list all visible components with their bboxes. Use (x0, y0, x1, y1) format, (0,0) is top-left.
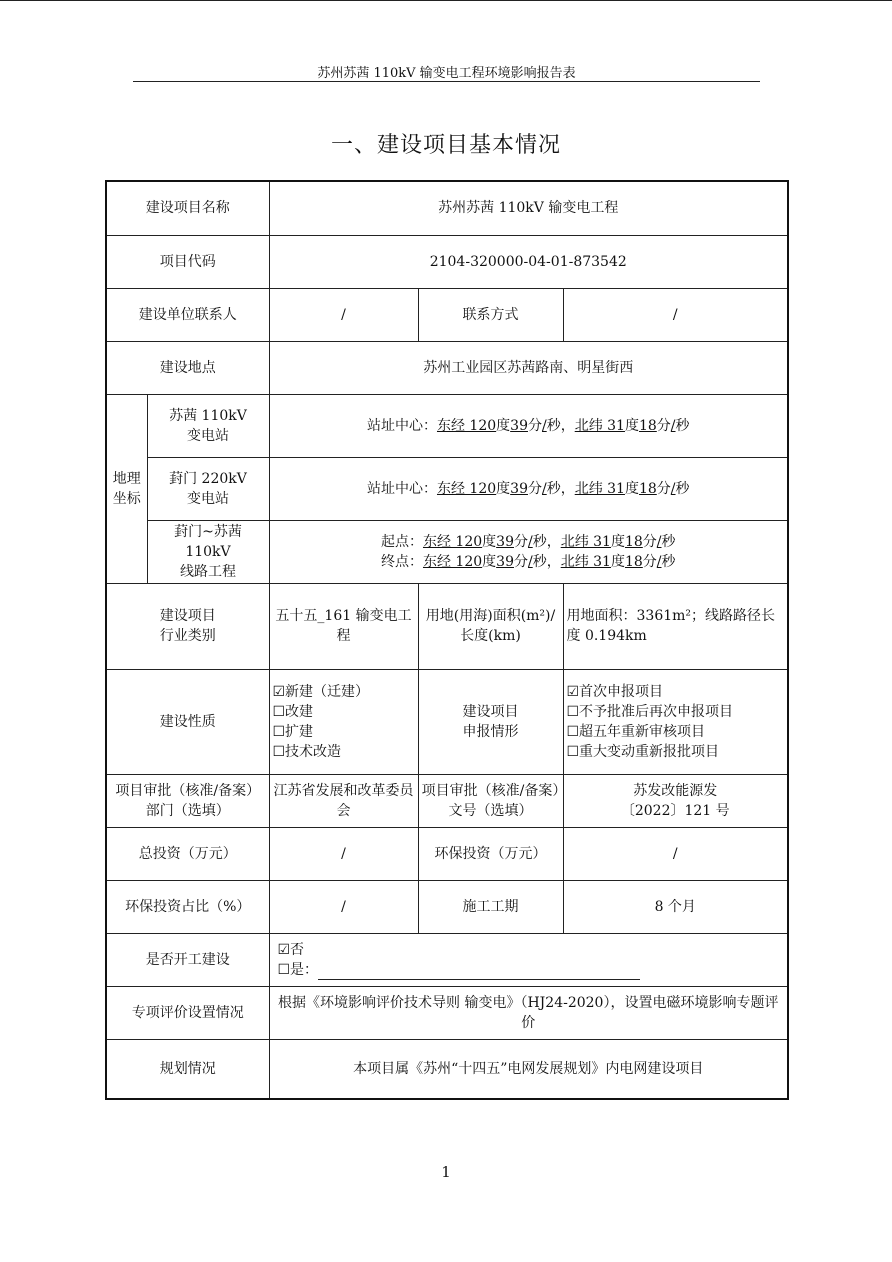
checkbox-tech-upgrade[interactable]: ☐技术改造 (272, 743, 342, 760)
coord-lon-min: 39 (510, 480, 528, 497)
value-coord-2 (269, 457, 788, 520)
line-project-line1: 葑门~苏茜 110kV (174, 523, 242, 560)
label-industry (106, 583, 269, 669)
report-label-line2: 申报情形 (462, 723, 519, 740)
value-approval-doc (563, 774, 788, 827)
label-project-name: 建设项目名称 (106, 181, 269, 235)
report-label-line1: 建设项目 (462, 703, 519, 720)
coord-deg: 度 (482, 533, 497, 550)
label-report-type (418, 669, 563, 774)
checkbox-started[interactable]: ☐是： (277, 961, 319, 978)
label-construction-period: 施工工期 (418, 880, 563, 933)
coord-miao: 秒， (546, 417, 575, 434)
coord-miao: 秒 (661, 533, 676, 550)
coord-lon: 东经 120 (422, 553, 483, 570)
coord-sep: / (656, 553, 662, 570)
value-area: 用地面积：3361m²；线路路径长度 0.194km (563, 583, 788, 669)
value-contact: / (269, 288, 418, 341)
coord-deg: 度 (624, 480, 639, 497)
row-approval (106, 774, 788, 827)
coord-sep: / (527, 553, 533, 570)
row-ratio-period (106, 880, 788, 933)
coord-deg: 度 (496, 417, 511, 434)
value-location: 苏州工业园区苏茜路南、明星街西 (269, 341, 788, 394)
row-contact (106, 288, 788, 341)
line-project-line2: 线路工程 (180, 563, 236, 580)
end-prefix: 终点： (380, 553, 423, 570)
checkbox-new-build[interactable]: ☑新建（迁建） (272, 683, 370, 700)
checkbox-not-started[interactable]: ☑否 (277, 941, 305, 958)
value-total-investment: / (269, 827, 418, 880)
label-env-ratio: 环保投资占比（%） (106, 880, 269, 933)
label-started: 是否开工建设 (106, 933, 269, 986)
report-options (563, 669, 788, 774)
started-yes-line (278, 960, 786, 980)
substation-2-line1: 葑门 220kV (169, 470, 247, 487)
value-started (269, 933, 788, 986)
label-area: 用地(用海)面积(m²)/长度(km) (418, 583, 563, 669)
coord-lat-min: 18 (624, 533, 643, 550)
row-planning (106, 1039, 788, 1099)
running-header: 苏州苏茜 110kV 输变电工程环境影响报告表 (317, 66, 576, 81)
row-project-name (106, 181, 788, 235)
coord-lat: 北纬 31 (574, 480, 625, 497)
coord-deg: 度 (482, 553, 497, 570)
label-approval-dept: 项目审批（核准/备案）部门（选填） (106, 774, 269, 827)
coord-miao: 秒 (675, 417, 690, 434)
coord-prefix: 站址中心： (366, 480, 437, 497)
geo-label-line2: 坐标 (112, 490, 141, 507)
row-started (106, 933, 788, 986)
row-coord-substation-1 (106, 394, 788, 457)
label-line-project (147, 520, 269, 583)
coord-lat: 北纬 31 (560, 553, 611, 570)
checkbox-expand[interactable]: ☐扩建 (272, 723, 314, 740)
checkbox-rebuild[interactable]: ☐改建 (272, 703, 314, 720)
checkbox-first-report[interactable]: ☑首次申报项目 (566, 683, 664, 700)
label-substation-2 (147, 457, 269, 520)
label-special-eval: 专项评价设置情况 (106, 986, 269, 1039)
coord-deg: 度 (610, 553, 625, 570)
label-approval-doc: 项目审批（核准/备案）文号（选填） (418, 774, 563, 827)
coord-fen: 分 (642, 553, 657, 570)
coord-fen: 分 (527, 480, 542, 497)
label-planning: 规划情况 (106, 1039, 269, 1099)
project-info-table (105, 180, 789, 1100)
coord-miao: 秒， (532, 553, 561, 570)
substation-1-line2: 变电站 (187, 427, 229, 444)
coord-lon-min: 39 (496, 553, 514, 570)
coord-sep: / (527, 533, 533, 550)
approval-doc-line1: 苏发改能源发 (633, 782, 718, 799)
checkbox-five-year-review[interactable]: ☐超五年重新审核项目 (566, 723, 706, 740)
coord-lat: 北纬 31 (574, 417, 625, 434)
page-number: 1 (441, 1163, 451, 1181)
label-contact: 建设单位联系人 (106, 288, 269, 341)
coord-fen: 分 (527, 417, 542, 434)
value-construction-period: 8 个月 (563, 880, 788, 933)
coord-fen: 分 (513, 533, 528, 550)
header-rule (133, 81, 760, 82)
value-coord-line (269, 520, 788, 583)
industry-label-line1: 建设项目 (159, 608, 216, 624)
row-investment (106, 827, 788, 880)
row-nature (106, 669, 788, 774)
coord-lon-min: 39 (496, 533, 514, 550)
coord-prefix: 站址中心： (366, 417, 437, 434)
coord-deg: 度 (496, 480, 511, 497)
label-env-investment: 环保投资（万元） (418, 827, 563, 880)
coord-fen: 分 (656, 417, 671, 434)
coord-lat-min: 18 (624, 553, 643, 570)
coord-lat-min: 18 (638, 480, 657, 497)
substation-1-line1: 苏茜 110kV (169, 407, 247, 424)
coord-sep: / (541, 480, 547, 497)
coord-lat-min: 18 (638, 417, 657, 434)
page-top-border (0, 0, 892, 1)
label-contact-method: 联系方式 (418, 288, 563, 341)
row-coord-line (106, 520, 788, 583)
value-special-eval: 根据《环境影响评价技术导则 输变电》（HJ24-2020），设置电磁环境影响专题评价 (269, 986, 788, 1039)
approval-doc-line2: 〔2022〕121 号 (620, 802, 730, 819)
coord-lon: 东经 120 (422, 533, 483, 550)
coord-sep: / (670, 480, 676, 497)
value-approval-dept: 江苏省发展和改革委员会 (269, 774, 418, 827)
value-project-name: 苏州苏茜 110kV 输变电工程 (269, 181, 788, 235)
coord-end (272, 552, 786, 572)
row-project-code (106, 235, 788, 288)
coord-miao: 秒， (546, 480, 575, 497)
coord-fen: 分 (513, 553, 528, 570)
coord-deg: 度 (624, 417, 639, 434)
row-special-eval (106, 986, 788, 1039)
row-industry (106, 583, 788, 669)
label-substation-1 (147, 394, 269, 457)
label-total-investment: 总投资（万元） (106, 827, 269, 880)
coord-miao: 秒， (532, 533, 561, 550)
label-nature: 建设性质 (106, 669, 269, 774)
checkbox-resubmit[interactable]: ☐不予批准后再次申报项目 (566, 703, 734, 720)
coord-fen: 分 (642, 533, 657, 550)
coord-start (272, 532, 786, 552)
label-geo-coords (106, 394, 147, 583)
coord-sep: / (670, 417, 676, 434)
substation-2-line2: 变电站 (187, 490, 229, 507)
coord-miao: 秒 (675, 480, 690, 497)
started-date-blank (318, 965, 640, 980)
coord-miao: 秒 (661, 553, 676, 570)
label-project-code: 项目代码 (106, 235, 269, 288)
checkbox-major-change[interactable]: ☐重大变动重新报批项目 (566, 743, 720, 760)
value-contact-method: / (563, 288, 788, 341)
coord-sep: / (656, 533, 662, 550)
geo-label-line1: 地理 (112, 470, 141, 487)
coord-fen: 分 (656, 480, 671, 497)
coord-lon: 东经 120 (436, 480, 497, 497)
row-coord-substation-2 (106, 457, 788, 520)
start-prefix: 起点： (380, 533, 423, 550)
coord-lon-min: 39 (510, 417, 528, 434)
value-project-code: 2104-320000-04-01-873542 (269, 235, 788, 288)
value-planning: 本项目属《苏州“十四五”电网发展规划》内电网建设项目 (269, 1039, 788, 1099)
coord-deg: 度 (610, 533, 625, 550)
value-env-investment: / (563, 827, 788, 880)
section-title: 一、建设项目基本情况 (330, 133, 561, 158)
value-env-ratio: / (269, 880, 418, 933)
label-location: 建设地点 (106, 341, 269, 394)
value-coord-1 (269, 394, 788, 457)
nature-options (269, 669, 418, 774)
coord-sep: / (541, 417, 547, 434)
coord-lat: 北纬 31 (560, 533, 611, 550)
industry-label-line2: 行业类别 (159, 628, 216, 644)
value-industry: 五十五_161 输变电工程 (269, 583, 418, 669)
coord-lon: 东经 120 (436, 417, 497, 434)
row-location (106, 341, 788, 394)
